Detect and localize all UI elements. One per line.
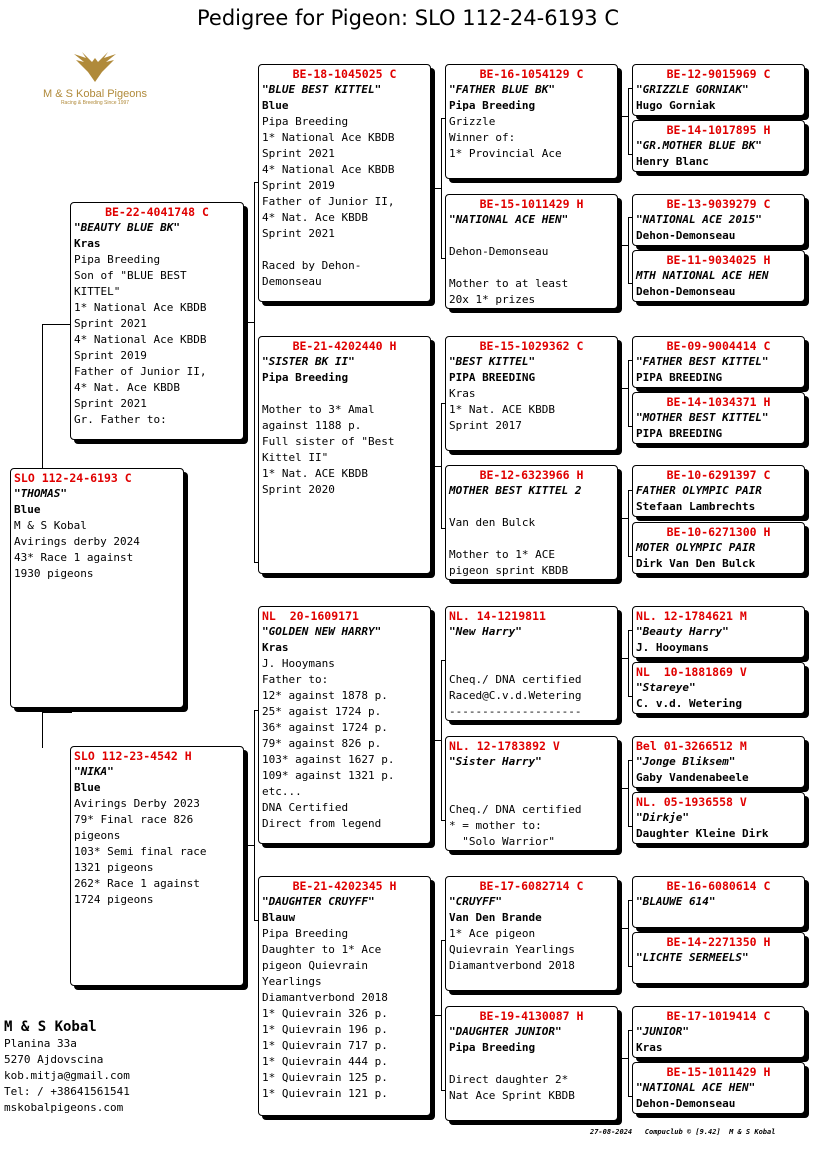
pigeon-name: "Sister Harry": [449, 755, 542, 768]
pigeon-name: "SISTER BK II": [262, 355, 355, 368]
pedigree-note-line: Diamantverbond 2018: [449, 959, 575, 972]
pigeon-color: Blue: [14, 503, 41, 516]
pedigree-note-line: Pipa Breeding: [262, 115, 349, 128]
ring-number: BE-16-1054129 C: [479, 67, 584, 81]
connector-line: [618, 518, 628, 519]
pigeon-color: C. v.d. Wetering: [636, 697, 742, 710]
pigeon-color: Kras: [636, 1041, 663, 1054]
pedigree-note-line: etc...: [262, 785, 302, 798]
owner-city: 5270 Ajdovscina: [4, 1053, 104, 1066]
pigeon-card-gen5[interactable]: [632, 465, 805, 517]
connector-line: [441, 660, 442, 820]
pigeon-card-gen5[interactable]: [632, 336, 805, 388]
pigeon-name: "NATIONAL ACE 2015": [636, 213, 762, 226]
pigeon-card-gen5[interactable]: [632, 876, 805, 928]
connector-line: [42, 712, 72, 713]
pedigree-note-line: against 1188 p.: [262, 419, 362, 432]
pedigree-note-line: Yearlings: [262, 975, 322, 988]
pedigree-note-line: Demonseau: [262, 275, 322, 288]
pigeon-color: PIPA BREEDING: [449, 371, 536, 384]
connector-line: [244, 322, 254, 323]
pedigree-note-line: Pipa Breeding: [262, 927, 349, 940]
pedigree-note-line: Father to:: [262, 673, 329, 686]
owner-name: M & S Kobal: [4, 1019, 97, 1035]
pigeon-name: "DAUGHTER JUNIOR": [449, 1025, 562, 1038]
connector-line: [618, 388, 628, 389]
pedigree-note-line: "Solo Warrior": [449, 835, 555, 848]
pigeon-color: [449, 228, 614, 244]
connector-line: [244, 845, 254, 846]
pigeon-card-gen4[interactable]: [445, 64, 618, 179]
ring-number: BE-10-6291397 C: [666, 468, 771, 482]
owner-website[interactable]: mskobalpigeons.com: [4, 1101, 124, 1114]
pigeon-card-gen5[interactable]: [632, 1062, 805, 1114]
pedigree-note-line: 36* against 1724 p.: [262, 721, 388, 734]
pedigree-note-line: 1* Quievrain 444 p.: [262, 1055, 388, 1068]
pedigree-note-line: Father of Junior II,: [262, 195, 395, 208]
page-title: Pedigree for Pigeon: SLO 112-24-6193 C: [197, 6, 619, 30]
ring-number: Bel 01-3266512 M: [636, 739, 747, 753]
pigeon-card-gen4[interactable]: [445, 1006, 618, 1121]
connector-line: [431, 188, 441, 189]
pigeon-color: Stefaan Lambrechts: [636, 500, 756, 513]
connector-line: [618, 116, 628, 117]
logo-tagline: Racing & Breeding Since 1997: [60, 100, 130, 106]
pigeon-color: Dehon-Demonseau: [636, 229, 736, 242]
pedigree-note-line: 1* National Ace KBDB: [74, 301, 207, 314]
pedigree-note-line: Cheq./ DNA certified: [449, 803, 582, 816]
owner-street: Planina 33a: [4, 1037, 77, 1050]
pedigree-note-line: 4* National Ace KBDB: [262, 163, 395, 176]
connector-line: [618, 1058, 628, 1059]
pigeon-name: "BEAUTY BLUE BK": [74, 221, 180, 234]
connector-line: [628, 360, 629, 426]
pedigree-note-line: Direct from legend: [262, 817, 382, 830]
pedigree-note-line: Mother to at least: [449, 277, 569, 290]
pigeon-name: "LICHTE SERMEELS": [636, 951, 749, 964]
ring-number: BE-11-9034025 H: [666, 253, 771, 267]
ring-number: BE-09-9004414 C: [666, 339, 771, 353]
pedigree-note-line: [449, 786, 614, 802]
pedigree-note-line: 103* against 1627 p.: [262, 753, 395, 766]
pigeon-card-gen4[interactable]: [445, 876, 618, 991]
pigeon-card-gen5[interactable]: [632, 736, 805, 788]
footer-info: 27-08-2024 Compuclub © [9.42] M & S Kobal: [590, 1128, 776, 1136]
pedigree-note-line: 12* against 1878 p.: [262, 689, 388, 702]
pigeon-card-gen5[interactable]: [632, 1006, 805, 1058]
pigeon-name: "Jonge Bliksem": [636, 755, 736, 768]
pigeon-color: Gaby Vandenabeele: [636, 771, 749, 784]
pedigree-note-line: pigeon Quievrain: [262, 959, 368, 972]
pigeon-card-sire[interactable]: [70, 202, 244, 440]
ring-number: BE-14-1017895 H: [666, 123, 771, 137]
pigeon-color: Henry Blanc: [636, 155, 709, 168]
pigeon-card-dam[interactable]: [70, 746, 244, 986]
pedigree-note-line: 1* Ace pigeon: [449, 927, 536, 940]
pigeon-card-gen3[interactable]: [258, 876, 431, 1116]
ring-number: NL. 12-1783892 V: [449, 739, 560, 753]
pedigree-note-line: 1* Quievrain 121 p.: [262, 1087, 388, 1100]
ring-number: BE-12-6323966 H: [479, 468, 584, 482]
pigeon-card-gen5[interactable]: [632, 392, 805, 444]
pigeon-color: Pipa Breeding: [262, 371, 349, 384]
pigeon-name: "GRIZZLE GORNIAK": [636, 83, 749, 96]
pigeon-color: J. Hooymans: [636, 641, 709, 654]
pigeon-card-subject[interactable]: [10, 468, 184, 708]
pigeon-color: Pipa Breeding: [449, 1041, 536, 1054]
pedigree-note-line: Diamantverbond 2018: [262, 991, 388, 1004]
eagle-icon: [70, 52, 120, 88]
connector-line: [628, 88, 629, 154]
pigeon-name: MOTHER BEST KITTEL 2: [449, 484, 582, 497]
connector-line: [42, 712, 43, 748]
pigeon-name: "Dirkje": [636, 811, 689, 824]
pigeon-card-gen5[interactable]: [632, 522, 805, 574]
pedigree-note-line: Raced by Dehon-: [262, 259, 362, 272]
pedigree-note-line: Winner of:: [449, 131, 516, 144]
pigeon-name: "BEST KITTEL": [449, 355, 536, 368]
pedigree-note-line: Quievrain Yearlings: [449, 943, 575, 956]
pigeon-name: "THOMAS": [14, 487, 67, 500]
pedigree-note-line: Sprint 2021: [74, 397, 147, 410]
pigeon-color: Kras: [74, 237, 101, 250]
ring-number: BE-13-9039279 C: [666, 197, 771, 211]
ring-number: BE-19-4130087 H: [479, 1009, 584, 1023]
connector-line: [42, 324, 72, 325]
pedigree-note-line: 1724 pigeons: [74, 893, 154, 906]
pedigree-note-line: Van den Bulck: [449, 516, 536, 529]
pigeon-card-gen5[interactable]: [632, 64, 805, 116]
pigeon-name: "JUNIOR": [636, 1025, 689, 1038]
pedigree-note-line: pigeon sprint KBDB: [449, 564, 569, 577]
pigeon-name: "FATHER BLUE BK": [449, 83, 555, 96]
ring-number: BE-21-4202345 H: [292, 879, 397, 893]
ring-number: NL. 12-1784621 M: [636, 609, 747, 623]
pedigree-note-line: --------------------: [449, 705, 582, 718]
pedigree-note-line: 1930 pigeons: [14, 567, 94, 580]
pigeon-name: "CRUYFF": [449, 895, 502, 908]
pigeon-name: "NATIONAL ACE HEN": [636, 1081, 756, 1094]
ring-number: BE-22-4041748 C: [105, 205, 209, 219]
pedigree-note-line: Full sister of "Best: [262, 435, 395, 448]
pigeon-color: PIPA BREEDING: [636, 427, 723, 440]
pedigree-note-line: 25* agaist 1724 p.: [262, 705, 382, 718]
pigeon-color: [636, 910, 801, 926]
pedigree-note-line: Kittel II": [262, 451, 329, 464]
ring-number: SLO 112-24-6193 C: [14, 471, 132, 485]
pigeon-color: Blue: [74, 781, 101, 794]
connector-line: [618, 928, 628, 929]
pedigree-note-line: Direct daughter 2*: [449, 1073, 569, 1086]
pedigree-note-line: Father of Junior II,: [74, 365, 207, 378]
pedigree-note-line: 1* Quievrain 196 p.: [262, 1023, 388, 1036]
ring-number: BE-18-1045025 C: [292, 67, 397, 81]
pedigree-note-line: [449, 1056, 614, 1072]
pedigree-note-line: 4* Nat. Ace KBDB: [74, 381, 180, 394]
pedigree-note-line: Avirings Derby 2023: [74, 797, 200, 810]
ring-number: BE-21-4202440 H: [292, 339, 397, 353]
ring-number: BE-14-1034371 H: [666, 395, 771, 409]
pedigree-note-line: 1* Quievrain 326 p.: [262, 1007, 388, 1020]
pigeon-name: "DAUGHTER CRUYFF": [262, 895, 375, 908]
connector-line: [431, 740, 441, 741]
pedigree-note-line: 1* Quievrain 125 p.: [262, 1071, 388, 1084]
pigeon-name: "Beauty Harry": [636, 625, 729, 638]
ring-number: NL 20-1609171: [262, 609, 359, 623]
pedigree-note-line: Nat Ace Sprint KBDB: [449, 1089, 575, 1102]
pigeon-card-gen3[interactable]: [258, 336, 431, 574]
connector-line: [431, 1015, 441, 1016]
ring-number: BE-15-1029362 C: [479, 339, 584, 353]
pedigree-note-line: Sprint 2017: [449, 419, 522, 432]
pigeon-card-gen5[interactable]: [632, 792, 805, 844]
pedigree-note-line: Cheq./ DNA certified: [449, 673, 582, 686]
pigeon-name: MOTER OLYMPIC PAIR: [636, 541, 756, 554]
pedigree-note-line: 1* Quievrain 717 p.: [262, 1039, 388, 1052]
pedigree-note-line: 262* Race 1 against: [74, 877, 200, 890]
pigeon-color: Daughter Kleine Dirk: [636, 827, 769, 840]
owner-email[interactable]: kob.mitja@gmail.com: [4, 1069, 130, 1082]
pedigree-note-line: 4* Nat. Ace KBDB: [262, 211, 368, 224]
pigeon-color: Pipa Breeding: [449, 99, 536, 112]
pigeon-name: "New Harry": [449, 625, 522, 638]
ring-number: SLO 112-23-4542 H: [74, 749, 192, 763]
pigeon-name: "GOLDEN NEW HARRY": [262, 625, 382, 638]
pigeon-color: Dirk Van Den Bulck: [636, 557, 756, 570]
pigeon-name: "BLUE BEST KITTEL": [262, 83, 382, 96]
pedigree-note-line: 79* against 826 p.: [262, 737, 382, 750]
pedigree-note-line: 1* Nat. ACE KBDB: [262, 467, 368, 480]
pigeon-name: "Stareye": [636, 681, 696, 694]
pigeon-color: [449, 499, 614, 515]
pedigree-note-line: Grizzle: [449, 115, 496, 128]
pedigree-note-line: Raced@C.v.d.Wetering: [449, 689, 582, 702]
pigeon-color: [636, 966, 801, 982]
pigeon-color: Dehon-Demonseau: [636, 285, 736, 298]
pedigree-note-line: Mother to 3* Amal: [262, 403, 375, 416]
pedigree-note-line: DNA Certified: [262, 801, 349, 814]
pedigree-note-line: M & S Kobal: [14, 519, 87, 532]
ring-number: NL 10-1881869 V: [636, 665, 747, 679]
ring-number: BE-15-1011429 H: [666, 1065, 771, 1079]
pigeon-card-gen3[interactable]: [258, 64, 431, 302]
pigeon-card-gen5[interactable]: [632, 250, 805, 302]
pigeon-card-gen4[interactable]: [445, 606, 618, 721]
pigeon-color: Blauw: [262, 911, 296, 924]
pedigree-note-line: [449, 260, 614, 276]
connector-line: [628, 900, 629, 966]
pigeon-name: "NIKA": [74, 765, 114, 778]
pedigree-note-line: Sprint 2021: [74, 317, 147, 330]
pedigree-note-line: Pipa Breeding: [74, 253, 161, 266]
pigeon-color: Van Den Brande: [449, 911, 542, 924]
ring-number: BE-12-9015969 C: [666, 67, 771, 81]
pedigree-note-line: Kras: [449, 387, 476, 400]
pedigree-note-line: Daughter to 1* Ace: [262, 943, 382, 956]
pigeon-card-gen5[interactable]: [632, 194, 805, 246]
connector-line: [441, 940, 442, 1090]
pigeon-card-gen5[interactable]: [632, 932, 805, 984]
pigeon-color: Hugo Gorniak: [636, 99, 716, 112]
pedigree-note-line: 109* against 1321 p.: [262, 769, 395, 782]
pigeon-card-gen4[interactable]: [445, 736, 618, 851]
pedigree-note-line: Sprint 2021: [262, 147, 335, 160]
pigeon-card-gen3[interactable]: [258, 606, 431, 844]
logo: [30, 52, 160, 112]
pigeon-card-gen4[interactable]: [445, 336, 618, 451]
connector-line: [441, 118, 442, 258]
pedigree-note-line: 1* Provincial Ace: [449, 147, 562, 160]
pedigree-note-line: 103* Semi final race: [74, 845, 207, 858]
ring-number: BE-14-2271350 H: [666, 935, 771, 949]
pedigree-note-line: 1321 pigeons: [74, 861, 154, 874]
pigeon-color: Blue: [262, 99, 289, 112]
pedigree-note-line: 43* Race 1 against: [14, 551, 134, 564]
pedigree-note-line: 1* Nat. ACE KBDB: [449, 403, 555, 416]
pigeon-name: "MOTHER BEST KITTEL": [636, 411, 769, 424]
pedigree-note-line: [262, 242, 427, 258]
owner-phone: Tel: / +38641561541: [4, 1085, 130, 1098]
connector-line: [441, 403, 442, 528]
pedigree-note-line: 4* National Ace KBDB: [74, 333, 207, 346]
pigeon-name: "FATHER BEST KITTEL": [636, 355, 769, 368]
pedigree-note-line: Mother to 1* ACE: [449, 548, 555, 561]
pedigree-note-line: Avirings derby 2024: [14, 535, 140, 548]
pedigree-note-line: 1* National Ace KBDB: [262, 131, 395, 144]
pedigree-note-line: Sprint 2019: [262, 179, 335, 192]
pedigree-note-line: Sprint 2021: [262, 227, 335, 240]
connector-line: [618, 245, 628, 246]
connector-line: [618, 658, 628, 659]
connector-line: [628, 760, 629, 826]
connector-line: [618, 788, 628, 789]
ring-number: NL. 14-1219811: [449, 609, 546, 623]
pedigree-note-line: pigeons: [74, 829, 121, 842]
pigeon-color: Kras: [262, 641, 289, 654]
connector-line: [42, 324, 43, 470]
pedigree-note-line: Sprint 2019: [74, 349, 147, 362]
connector-line: [628, 630, 629, 696]
pigeon-card-gen5[interactable]: [632, 606, 805, 658]
pigeon-card-gen5[interactable]: [632, 662, 805, 714]
pedigree-note-line: Sprint 2020: [262, 483, 335, 496]
connector-line: [628, 490, 629, 556]
pigeon-name: "NATIONAL ACE HEN": [449, 213, 569, 226]
pigeon-color: [449, 770, 614, 786]
connector-line: [628, 1030, 629, 1096]
ring-number: NL. 05-1936558 V: [636, 795, 747, 809]
pedigree-note-line: [449, 656, 614, 672]
logo-name: M & S Kobal Pigeons: [43, 88, 147, 100]
pigeon-name: "BLAUWE 614": [636, 895, 716, 908]
pigeon-name: "GR.MOTHER BLUE BK": [636, 139, 762, 152]
pedigree-note-line: J. Hooymans: [262, 657, 335, 670]
ring-number: BE-16-6080614 C: [666, 879, 771, 893]
pigeon-name: FATHER OLYMPIC PAIR: [636, 484, 762, 497]
pedigree-note-line: [262, 386, 427, 402]
pigeon-color: [449, 640, 614, 656]
pedigree-note-line: Gr. Father to:: [74, 413, 167, 426]
pigeon-color: PIPA BREEDING: [636, 371, 723, 384]
pedigree-note-line: [449, 531, 614, 547]
pedigree-note-line: KITTEL": [74, 285, 121, 298]
connector-line: [254, 710, 255, 920]
pedigree-note-line: 20x 1* prizes: [449, 293, 536, 306]
pigeon-card-gen4[interactable]: [445, 465, 618, 580]
pigeon-card-gen4[interactable]: [445, 194, 618, 309]
pedigree-note-line: Son of "BLUE BEST: [74, 269, 187, 282]
pedigree-note-line: Dehon-Demonseau: [449, 245, 549, 258]
pedigree-note-line: * = mother to:: [449, 819, 542, 832]
ring-number: BE-15-1011429 H: [479, 197, 584, 211]
connector-line: [431, 466, 441, 467]
connector-line: [628, 217, 629, 283]
connector-line: [254, 182, 255, 562]
ring-number: BE-17-6082714 C: [479, 879, 584, 893]
pedigree-note-line: 79* Final race 826: [74, 813, 194, 826]
pigeon-color: Dehon-Demonseau: [636, 1097, 736, 1110]
ring-number: BE-17-1019414 C: [666, 1009, 771, 1023]
ring-number: BE-10-6271300 H: [666, 525, 771, 539]
owner-address: [4, 1018, 130, 1116]
pigeon-name: MTH NATIONAL ACE HEN: [636, 269, 769, 282]
pigeon-card-gen5[interactable]: [632, 120, 805, 172]
